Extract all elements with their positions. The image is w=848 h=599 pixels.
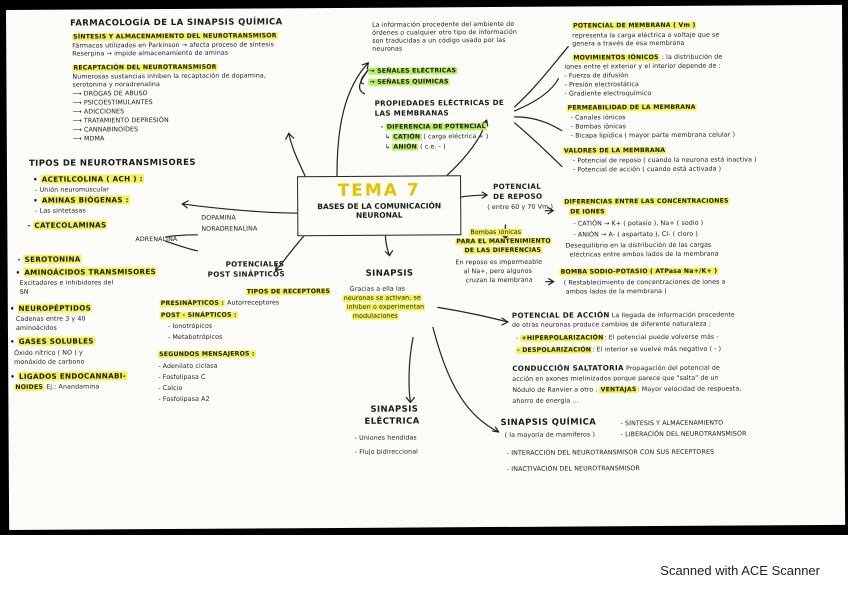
adenilato: - Adenilato ciclasa bbox=[158, 362, 218, 371]
bombas-line-1: Bombas iónicas bbox=[470, 228, 522, 237]
list-item: - Bicapa lipídica ( mayor parte membrana celular ) bbox=[570, 131, 736, 140]
valores-line-1: - Potencial de reposo ( cuando la neurona está inactiva ) bbox=[572, 156, 757, 165]
anion-ions: - ANIÓN → A- ( aspartato ), Cl- ( cloro ) bbox=[573, 230, 698, 239]
potencial-membrana-line-1: representa la carga eléctrica o voltaje que se bbox=[572, 31, 720, 40]
ligados-sub: NOIDES Ej.: Anandamina bbox=[15, 383, 100, 391]
neuropeptidos-sub-1: Cadenas entre 3 y 40 bbox=[15, 315, 86, 323]
acetilcolina: • ACETILCOLINA ( ACH ) : bbox=[33, 174, 143, 184]
sinapsis-line-4: modulaciones bbox=[352, 312, 398, 320]
list-item: - SÍNTESIS Y ALMACENAMIENTO bbox=[620, 419, 724, 428]
arrow-to-sinapsis-quimica bbox=[433, 327, 499, 432]
neuropeptidos-sub-2: aminoácidos bbox=[15, 324, 57, 332]
conduccion-saltatoria: CONDUCCIÓN SALTATORIA Propagación del potencial de bbox=[512, 363, 721, 373]
potencial-membrana-line-2: genera a través de esa membrana bbox=[572, 39, 685, 48]
propiedades-title-2: LAS MEMBRANAS bbox=[374, 108, 449, 118]
bombas-text-1: En reposo es impermeable bbox=[455, 258, 543, 267]
sintesis-line-1: Fármacos utilizados en Parkinson → afecta proceso de síntesis bbox=[72, 41, 275, 50]
despolarizacion: - DESPOLARIZACIÓN: El interior se vuelve más negativo ( - ) bbox=[517, 345, 722, 354]
sinapsis-electrica-title-1: SINAPSIS bbox=[370, 404, 419, 415]
fosfolipasa-a2: - Fosfolipasa A2 bbox=[158, 395, 210, 404]
cation-line: ↳ CATIÓN ( carga eléctrica + ) bbox=[384, 133, 489, 141]
aminoacidos-sub-2: SN bbox=[19, 288, 29, 296]
list-item: ⟶ DROGAS DE ABUSO bbox=[72, 90, 148, 98]
list-item: ⟶ MDMA bbox=[72, 135, 105, 143]
movimientos-ionicos-line-2: iones entre el exterior y el interior depende de : bbox=[564, 62, 721, 71]
list-item: - INTERACCIÓN DEL NEUROTRANSMISOR CON SUS RECEPTORES bbox=[506, 448, 715, 457]
ligados-endocannabinoides: • LIGADOS ENDOCANNABI- bbox=[10, 371, 127, 381]
sintesis-heading: SÍNTESIS Y ALMACENAMIENTO DEL NEUROTRANSMISOR bbox=[73, 32, 277, 41]
arrow-to-info bbox=[336, 63, 369, 176]
flujo-bidireccional: - Flujo bidireccional bbox=[354, 448, 419, 456]
diferencias-concentraciones-2: DE IONES bbox=[570, 208, 605, 216]
tipos-title: TIPOS DE NEUROTRANSMISORES bbox=[28, 157, 196, 169]
arrow-to-tipos bbox=[182, 203, 303, 214]
bombas-line-3: DE LAS DIFERENCIAS bbox=[464, 246, 542, 255]
bomba-line-2: ambos lados de la membrana ) bbox=[565, 287, 667, 296]
list-item: ⟶ PSICOESTIMULANTES bbox=[72, 99, 153, 107]
bombas-text-2: al Na+, pero algunos bbox=[463, 267, 532, 276]
tema-box bbox=[297, 175, 461, 236]
desequilibrio-2: eléctricas entre ambos lados de la membrana bbox=[569, 250, 719, 259]
senales-electricas: → SEÑALES ELÉCTRICAS bbox=[369, 67, 457, 75]
aminoacidos: • AMINOÁCIDOS TRANSMISORES bbox=[15, 267, 157, 277]
list-item: ⟶ ADICCIONES bbox=[72, 108, 125, 116]
movimientos-ionicos: MOVIMIENTOS IÓNICOS : la distribución de bbox=[573, 53, 723, 62]
conduccion-line-2: acción en axones mielinizados porque parece que "salta" de un bbox=[512, 374, 719, 383]
gases-sub-1: Óxido nítrico ( NO ) y bbox=[14, 349, 83, 357]
diferencia-potencial: - DIFERENCIA DE POTENCIAL bbox=[380, 123, 486, 131]
aminas-sub: - Las sintetasas bbox=[35, 207, 86, 215]
arrow-to-electrica bbox=[409, 338, 414, 403]
calcio: - Calcio bbox=[158, 384, 183, 393]
aminoacidos-sub-1: Excitadores e inhibidores del bbox=[19, 279, 114, 287]
recaptacion-heading: RECAPTACIÓN DEL NEUROTRANSMISOR bbox=[73, 63, 217, 72]
tipos-receptores: TIPOS DE RECEPTORES bbox=[246, 288, 331, 296]
conduccion-line-3: Nódulo de Ranvier a otro . VENTAJAS: Mayor velocidad de respuesta, bbox=[512, 385, 742, 394]
info-line-2: órdenes o cualquier otro tipo de información bbox=[372, 28, 517, 37]
conduccion-line-4: ahorro de energía ... bbox=[512, 397, 579, 405]
acetilcolina-sub: - Unión neuromuscular bbox=[35, 186, 109, 194]
anion-line: ↳ ANIÓN ( c.e. - ) bbox=[384, 143, 446, 151]
mind-map-paper bbox=[6, 5, 845, 530]
reposo-range: ( entre 60 y 70 Vm ) bbox=[487, 203, 554, 212]
noradrenalina: NORADRENALINA bbox=[201, 225, 258, 233]
valores-membrana: VALORES DE LA MEMBRANA bbox=[563, 146, 666, 155]
dopamina: DOPAMINA bbox=[201, 214, 236, 222]
desequilibrio-1: Desequilibrio en la distribución de las cargas bbox=[565, 241, 712, 250]
sinapsis-line-2: neuronas se activan, se bbox=[343, 294, 421, 302]
farmacologia-title: FARMACOLOGÍA DE LA SINAPSIS QUÍMICA bbox=[70, 17, 283, 29]
serotonina: - SEROTONINA bbox=[17, 254, 81, 264]
cation-ions: - CATIÓN → K+ ( potasio ), Na+ ( sodio ) bbox=[573, 219, 704, 228]
recaptacion-line-2: serotonina y noradrenalina bbox=[72, 81, 160, 89]
gases-solubles: • GASES SOLUBLES bbox=[9, 336, 94, 346]
uniones-hendidas: - Uniones hendidas bbox=[354, 434, 417, 442]
info-line-3: son traducidas a un código usado por las bbox=[372, 36, 506, 45]
potencial-accion-line-2: de otras neuronas produce cambios de diferente naturaleza : bbox=[511, 320, 712, 329]
potenciales-title-2: POST SINÁPTICOS bbox=[207, 269, 285, 279]
bombas-text-3: cruzan la membrana bbox=[465, 276, 533, 285]
adrenalina: ADRENALINA bbox=[135, 235, 178, 244]
list-item: ⟶ TRATAMIENTO DEPRESIÓN bbox=[72, 117, 169, 125]
reposo-title-1: POTENCIAL bbox=[493, 181, 542, 192]
sinapsis-quimica-title: SINAPSIS QUÍMICA bbox=[500, 417, 597, 428]
sinapsis-line-3: inhiben o experimentan bbox=[346, 303, 425, 311]
scanner-watermark: Scanned with ACE Scanner bbox=[660, 563, 820, 578]
aminas-biogenas: • AMINAS BIÓGENAS : bbox=[33, 195, 129, 205]
list-item: - INACTIVACIÓN DEL NEUROTRANSMISOR bbox=[506, 465, 640, 473]
gases-sub-2: monóxido de carbono bbox=[14, 358, 85, 366]
tema-title: TEMA 7 bbox=[337, 180, 421, 201]
bombas-line-2: PARA EL MANTENIMIENTO bbox=[456, 237, 551, 246]
list-item: - LIBERACIÓN DEL NEUROTRANSMISOR bbox=[620, 430, 747, 439]
list-item: ⟶ CANNABINOIDES bbox=[72, 126, 139, 134]
segundos-mensajeros: SEGUNDOS MENSAJEROS : bbox=[159, 350, 255, 359]
list-item: - Presión electrostática bbox=[564, 81, 639, 89]
list-item: - Fuerza de difusión bbox=[564, 72, 629, 80]
sinapsis-line-1: Gracias a ella las bbox=[349, 285, 406, 293]
bomba-sodio-potasio: BOMBA SODIO-POTASIO ( ATPasa Na+/K+ ) bbox=[560, 267, 718, 276]
neuropeptidos: • NEUROPÉPTIDOS bbox=[9, 303, 92, 313]
reposo-title-2: DE REPOSO bbox=[493, 191, 543, 202]
list-item: - Canales iónicos bbox=[570, 114, 626, 122]
bomba-line-1: ( Restablecimiento de concentraciones de iones a bbox=[563, 278, 726, 287]
info-line-1: La información procedente del ambiente de bbox=[372, 20, 515, 29]
permeabilidad: PERMEABILIDAD DE LA MEMBRANA bbox=[567, 103, 696, 112]
fosfolipasa-c: - Fosfolipasa C bbox=[158, 373, 206, 382]
sintesis-line-2: Reserpina → impide almacenamiento de aminas bbox=[72, 49, 229, 58]
senales-quimicas: → SEÑALES QUÍMICAS bbox=[369, 78, 449, 86]
sinapsis-quimica-subtitle: ( la mayoría de mamíferos ) bbox=[504, 431, 596, 439]
hiperpolarizacion: - +HIPERPOLARIZACIÓN: El potencial puede volverse más - bbox=[515, 333, 719, 342]
arrow-to-farmacologia bbox=[289, 133, 307, 180]
sinapsis-electrica-title-2: ELÉCTRICA bbox=[364, 416, 420, 427]
potenciales-title-1: POTENCIALES bbox=[225, 259, 285, 269]
arrow-to-reposo bbox=[459, 195, 487, 197]
propiedades-title-1: PROPIEDADES ELÉCTRICAS DE bbox=[374, 97, 505, 108]
metabotropicos: - Metabotrópicos bbox=[167, 333, 223, 342]
arrow-to-potencial-accion bbox=[438, 307, 508, 322]
diferencias-concentraciones-1: DIFERENCIAS ENTRE LAS CONCENTRACIONES bbox=[564, 197, 729, 206]
list-item: - Gradiente electroquímico bbox=[564, 90, 652, 98]
catecolaminas: - CATECOLAMINAS bbox=[27, 220, 107, 230]
ionotropicos: - Ionotrópicos bbox=[167, 322, 213, 331]
potencial-membrana: POTENCIAL DE MEMBRANA ( Vm ) bbox=[573, 21, 696, 30]
recaptacion-line-1: Numerosas sustancias inhiben la recaptación de dopamina, bbox=[72, 72, 266, 81]
postsinapticos: POST - SINÁPTICOS : bbox=[160, 311, 237, 320]
sinapsis-title: SINAPSIS bbox=[365, 268, 414, 279]
tema-subtitle: BASES DE LA COMUNICACIÓN NEURONAL bbox=[317, 201, 442, 220]
info-line-4: neuronas bbox=[372, 45, 403, 53]
valores-line-2: - Potencial de acción ( cuando está activada ) bbox=[572, 165, 722, 174]
presinapticos: PRESINÁPTICOS : Autorreceptores bbox=[160, 299, 280, 308]
list-item: - Bombas iónicas bbox=[570, 123, 627, 131]
potencial-accion: POTENCIAL DE ACCIÓN La llegada de información procedente bbox=[511, 310, 735, 320]
